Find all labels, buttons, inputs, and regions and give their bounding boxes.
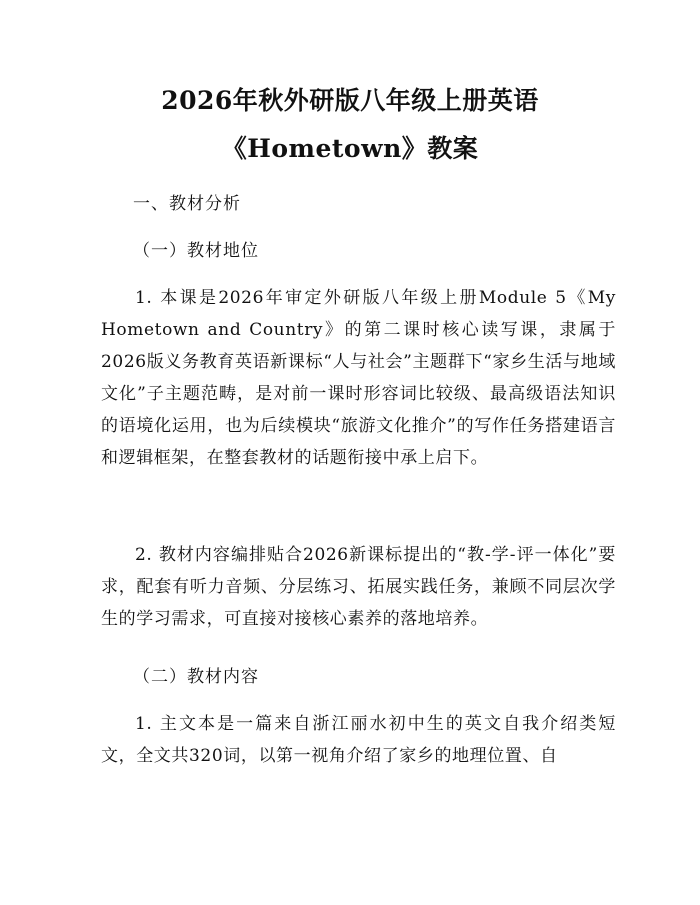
paragraph-material-status-1: 1. 本课是2026年审定外研版八年级上册Module 5《My Hometown and Country》的第二课时核心读写课，隶属于2026版义务教育英语新课标“人与社会”主题群下“家乡生活与地域文化”子主题范畴，是对前一课时形容词比较级、最高级语法知识的语境化运用，也为后续模块“旅游文化推介”的写作任务搭建语言和逻辑框架，在整套教材的话题衔接中承上启下。	[101, 288, 616, 468]
document-title-line-1: 2026年秋外研版八年级上册英语	[161, 86, 539, 115]
subsection-heading-material-status: （一）教材地位	[133, 241, 259, 261]
paragraph-material-status-2: 2. 教材内容编排贴合2026新课标提出的“教-学-评一体化”要求，配套有听力音频、分层练习、拓展实践任务，兼顾不同层次学生的学习需求，可直接对接核心素养的落地培养。	[101, 545, 616, 629]
section-heading-teaching-material-analysis: 一、教材分析	[133, 194, 241, 214]
document-title-line-2: 《Hometown》教案	[221, 134, 479, 163]
paragraph-material-content-1: 1. 主文本是一篇来自浙江丽水初中生的英文自我介绍类短文，全文共320词，以第一视角介绍了家乡的地理位置、自	[101, 714, 616, 766]
subsection-heading-material-content: （二）教材内容	[133, 667, 259, 687]
